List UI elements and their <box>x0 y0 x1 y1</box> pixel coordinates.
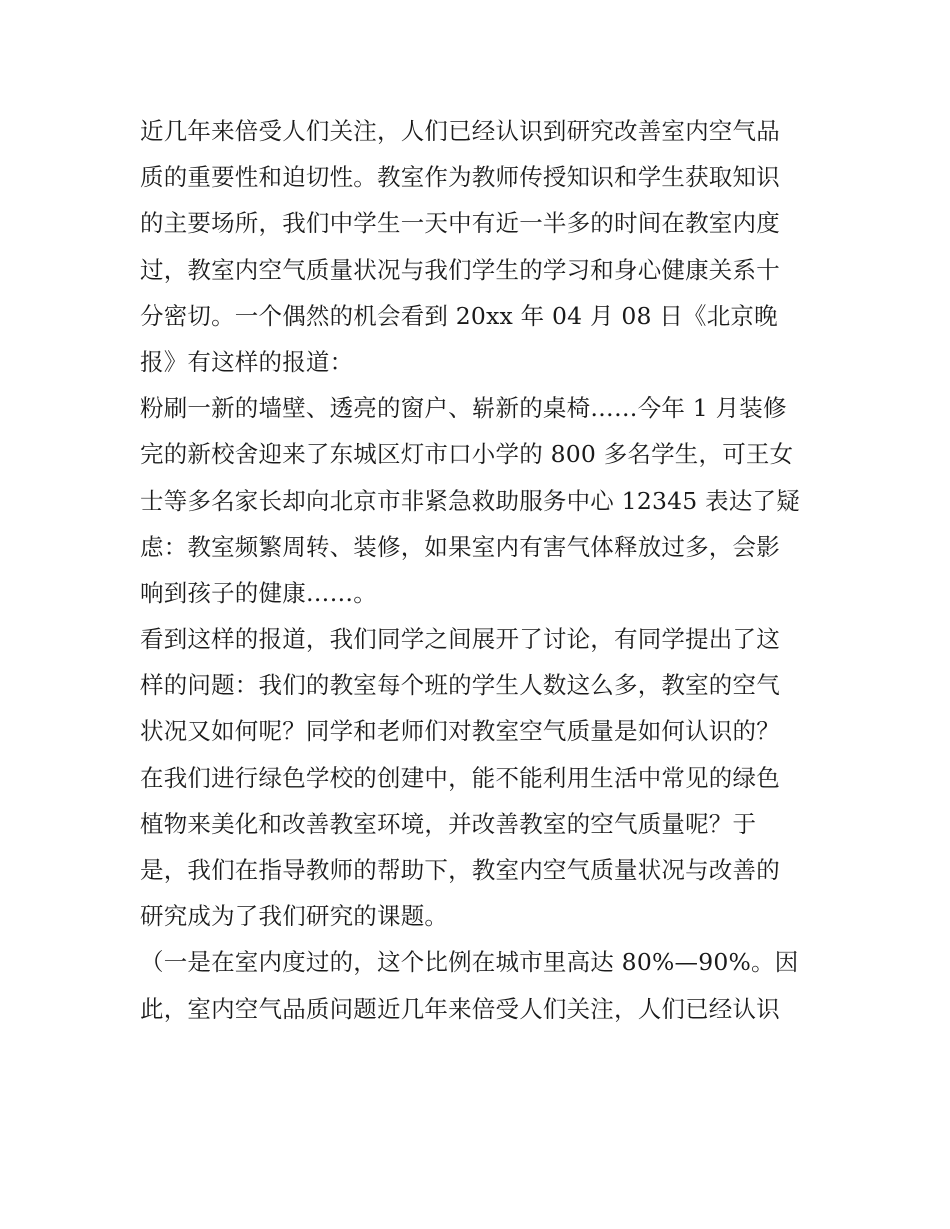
text-line: 质的重要性和迫切性。教室作为教师传授知识和学生获取知识 <box>140 163 780 192</box>
text-line: 近几年来倍受人们关注，人们已经认识到研究改善室内空气品 <box>140 117 780 145</box>
text-line: 虑：教室频繁周转、装修，如果室内有害气体释放过多，会影 <box>140 532 780 561</box>
text-line: 状况又如何呢？同学和老师们对教室空气质量是如何认识的？ <box>140 717 780 746</box>
text-line: 分密切。一个偶然的机会看到 20xx 年 04 月 08 日《北京晚 <box>140 301 778 330</box>
text-line: 此，室内空气品质问题近几年来倍受人们关注，人们已经认识 <box>140 994 780 1023</box>
text-line: 报》有这样的报道： <box>140 347 354 376</box>
text-line: 是，我们在指导教师的帮助下，教室内空气质量状况与改善的 <box>140 856 780 884</box>
text-line: 过，教室内空气质量状况与我们学生的学习和身心健康关系十 <box>140 255 780 284</box>
text-line: 植物来美化和改善教室环境，并改善教室的空气质量呢？于 <box>140 809 757 838</box>
document-body <box>140 108 812 1032</box>
text-line: 研究成为了我们研究的课题。 <box>140 902 449 931</box>
text-line: 在我们进行绿色学校的创建中，能不能利用生活中常见的绿色 <box>140 763 780 792</box>
text-line: 士等多名家长却向北京市非紧急救助服务中心 12345 表达了疑 <box>140 486 800 515</box>
text-line: 看到这样的报道，我们同学之间展开了讨论，有同学提出了这 <box>140 625 780 654</box>
text-line: 响到孩子的健康……。 <box>140 578 377 607</box>
text-line: 样的问题：我们的教室每个班的学生人数这么多，教室的空气 <box>140 671 780 700</box>
text-line: （一是在室内度过的，这个比例在城市里高达 80%—90%。因 <box>140 948 799 977</box>
text-line: 粉刷一新的墙壁、透亮的窗户、崭新的桌椅……今年 1 月装修 <box>140 394 787 423</box>
text-line: 完的新校舍迎来了东城区灯市口小学的 800 多名学生，可王女 <box>140 440 794 469</box>
text-line: 的主要场所，我们中学生一天中有近一半多的时间在教室内度 <box>140 209 780 238</box>
